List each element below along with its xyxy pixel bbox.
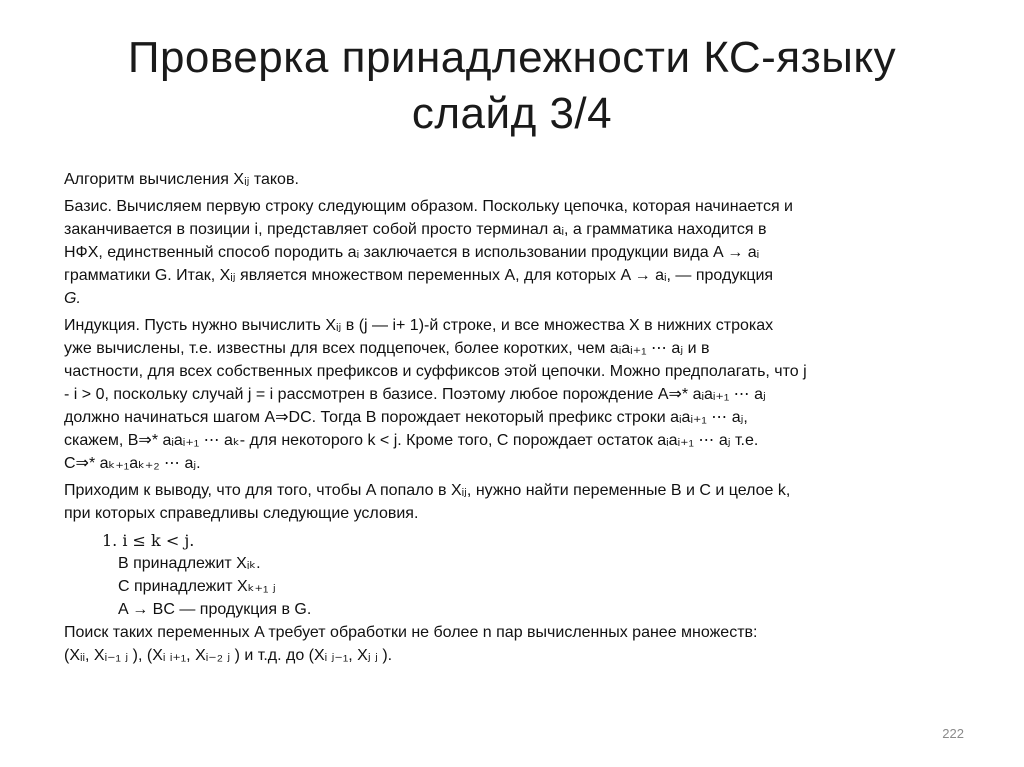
intro-paragraph bbox=[64, 168, 964, 191]
slide-body bbox=[64, 168, 964, 671]
text-line: Поиск таких переменных A требует обработки не более n пар вычисленных ранее множеств: bbox=[64, 624, 758, 641]
slide-title-line-1: Проверка принадлежности КС-языку bbox=[127, 33, 897, 82]
condition-item: C принадлежит Xₖ₊₁ ⱼ bbox=[118, 578, 276, 595]
text-line: частности, для всех собственных префиксов и суффиксов этой цепочки. Можно предполагать, что j bbox=[64, 363, 807, 380]
induction-paragraph bbox=[64, 314, 964, 475]
text-line: (Xᵢᵢ, Xᵢ₋₁ ⱼ ), (Xᵢ ᵢ₊₁, Xᵢ₋₂ ⱼ ) и т.д. до (Xᵢ ⱼ₋₁, Xⱼ ⱼ ). bbox=[64, 647, 393, 664]
text-line: - i > 0, поскольку случай j = i рассмотрен в базисе. Поэтому любое порождение A⇒* aᵢaᵢ₊₁ ⋯ aⱼ bbox=[64, 386, 766, 403]
condition-item: B принадлежит Xᵢₖ. bbox=[118, 555, 261, 572]
text-line: Базис. Вычисляем первую строку следующим образом. Поскольку цепочка, которая начинается и bbox=[64, 198, 793, 215]
text-line: Приходим к выводу, что для того, чтобы A попало в Xᵢⱼ, нужно найти переменные B и C и целое k, bbox=[64, 482, 791, 499]
slide-title-line-2: слайд 3/4 bbox=[411, 89, 613, 138]
text-line: уже вычислены, т.е. известны для всех подцепочек, более коротких, чем aᵢaᵢ₊₁ ⋯ aⱼ и в bbox=[64, 340, 710, 357]
text-line: НФХ, единственный способ породить aᵢ заключается в использовании продукции вида A → aᵢ bbox=[64, 244, 760, 261]
condition-item: A → BC — продукция в G. bbox=[118, 601, 312, 618]
text-line: G. bbox=[64, 290, 81, 307]
text-line: грамматики G. Итак, Xᵢⱼ является множеством переменных A, для которых A → aᵢ, — продукция bbox=[64, 267, 774, 284]
text-line: Индукция. Пусть нужно вычислить Xᵢⱼ в (j — i+ 1)-й строке, и все множества X в нижних строках bbox=[64, 317, 774, 334]
page-number: 222 bbox=[942, 726, 964, 741]
conclusion-paragraph bbox=[64, 479, 964, 525]
text-line: Алгоритм вычисления Xᵢⱼ таков. bbox=[64, 171, 299, 188]
basis-paragraph bbox=[64, 195, 964, 310]
text-line: должно начинаться шагом A⇒DC. Тогда B порождает некоторый префикс строки aᵢaᵢ₊₁ ⋯ aⱼ, bbox=[64, 409, 748, 426]
search-paragraph bbox=[64, 621, 964, 667]
condition-item: 1. i ≤ k < j. bbox=[102, 531, 195, 550]
text-line: C⇒* aₖ₊₁aₖ₊₂ ⋯ aⱼ. bbox=[64, 455, 201, 472]
text-line: при которых справедливы следующие условия. bbox=[64, 505, 419, 522]
text-line: заканчивается в позиции i, представляет собой просто терминал aᵢ, а грамматика находится в bbox=[64, 221, 767, 238]
slide-title bbox=[40, 30, 984, 142]
conditions-list bbox=[64, 529, 964, 621]
text-line: скажем, B⇒* aᵢaᵢ₊₁ ⋯ aₖ- для некоторого k < j. Кроме того, C порождает остаток aᵢaᵢ₊₁ ⋯ aⱼ т.е. bbox=[64, 432, 759, 449]
